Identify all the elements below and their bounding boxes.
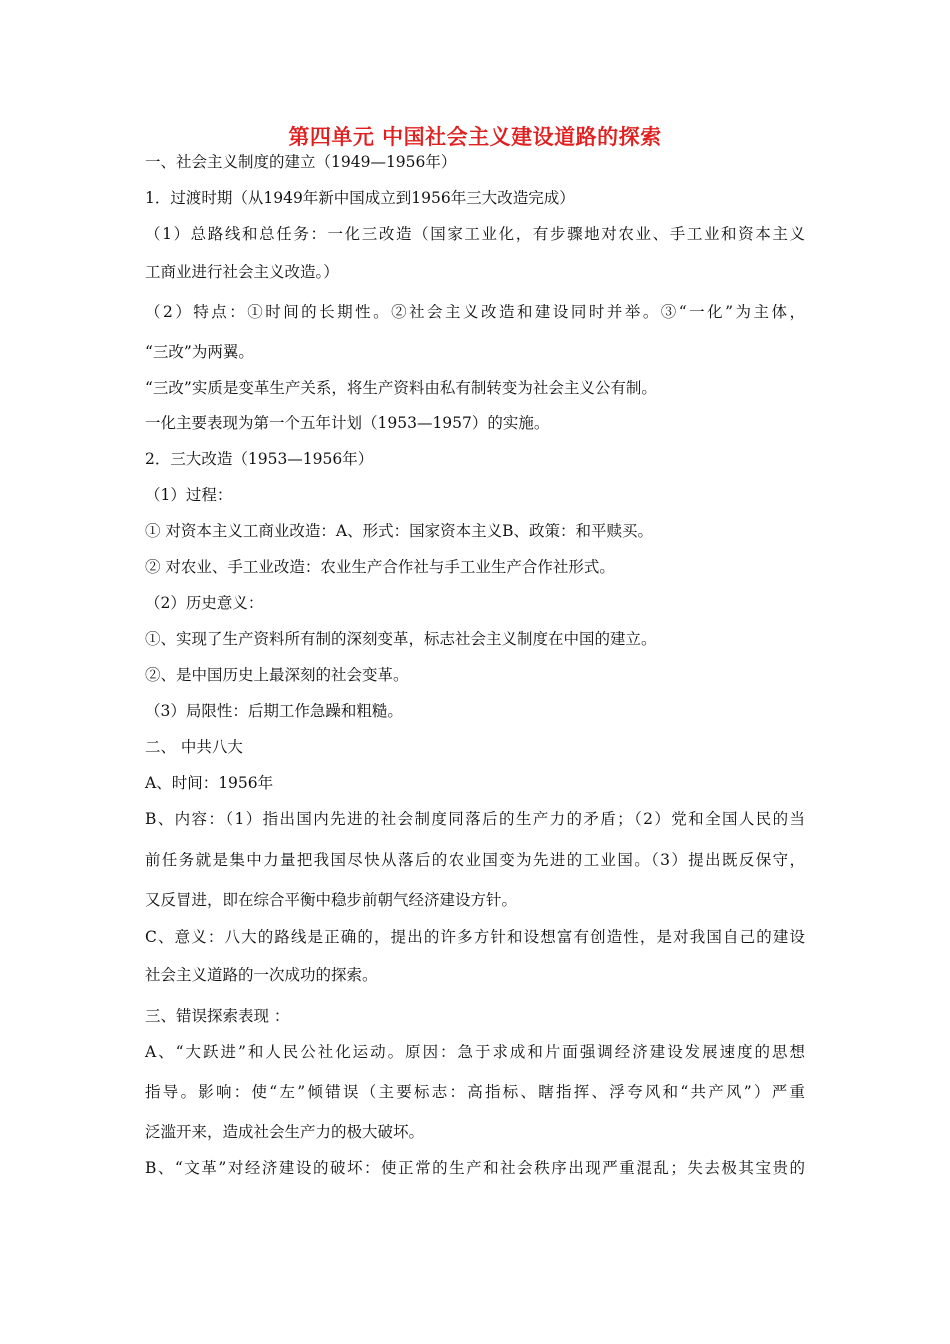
paragraph-line: （1）过程： — [145, 486, 233, 504]
section-heading: 三、错误探索表现 ： — [145, 1007, 290, 1025]
paragraph-line: “三改”实质是变革生产关系，将生产资料由私有制转变为社会主义公有制。 — [145, 379, 657, 397]
paragraph-line: A、“大跃进”和人民公社化运动。原因：急于求成和片面强调经济建设发展速度的思想 — [145, 1043, 805, 1061]
subsection-heading: 1．过渡时期（从1949年新中国成立到1956年三大改造完成） — [145, 189, 575, 207]
paragraph-line: （3）局限性：后期工作急躁和粗糙。 — [145, 702, 403, 720]
paragraph-line: C、意义：八大的路线是正确的，提出的许多方针和设想富有创造性，是对我国自己的建设 — [145, 928, 805, 946]
page-title: 第四单元 中国社会主义建设道路的探索 — [288, 125, 662, 149]
paragraph-line: B、内容：（1）指出国内先进的社会制度同落后的生产力的矛盾；（2）党和全国人民的当 — [145, 810, 805, 828]
paragraph-line: （1）总路线和总任务：一化三改造（国家工业化，有步骤地对农业、手工业和资本主义 — [145, 225, 805, 243]
paragraph-line: A、时间：1956年 — [145, 774, 274, 792]
section-heading: 一、社会主义制度的建立（1949—1956年） — [145, 153, 457, 171]
paragraph-line: （2）历史意义： — [145, 594, 264, 612]
paragraph-line: （2）特点：①时间的长期性。②社会主义改造和建设同时并举。③“一化”为主体， — [145, 303, 805, 321]
paragraph-line: B、“文革”对经济建设的破坏：使正常的生产和社会秩序出现严重混乱；失去极其宝贵的 — [145, 1159, 805, 1177]
section-heading: 二、 中共八大 — [145, 738, 243, 756]
paragraph-line: 一化主要表现为第一个五年计划（1953—1957）的实施。 — [145, 414, 550, 432]
paragraph-line: “三改”为两翼。 — [145, 343, 254, 361]
paragraph-line: 前任务就是集中力量把我国尽快从落后的农业国变为先进的工业国。（3）提出既反保守， — [145, 851, 805, 869]
paragraph-line: 社会主义道路的一次成功的探索。 — [145, 966, 378, 984]
paragraph-line: 指导。影响：使“左”倾错误（主要标志：高指标、瞎指挥、浮夸风和“共产风”）严重 — [145, 1083, 805, 1101]
paragraph-line: 泛滥开来，造成社会生产力的极大破坏。 — [145, 1123, 425, 1141]
paragraph-line: ① 对资本主义工商业改造：A、形式：国家资本主义B、政策：和平赎买。 — [145, 522, 654, 540]
paragraph-line: ①、实现了生产资料所有制的深刻变革，标志社会主义制度在中国的建立。 — [145, 630, 657, 648]
paragraph-line: ②、是中国历史上最深刻的社会变革。 — [145, 666, 409, 684]
paragraph-line: ② 对农业、手工业改造：农业生产合作社与手工业生产合作社形式。 — [145, 558, 615, 576]
subsection-heading: 2．三大改造（1953—1956年） — [145, 450, 374, 468]
paragraph-line: 又反冒进，即在综合平衡中稳步前朝气经济建设方针。 — [145, 891, 518, 909]
paragraph-line: 工商业进行社会主义改造。） — [145, 263, 339, 281]
